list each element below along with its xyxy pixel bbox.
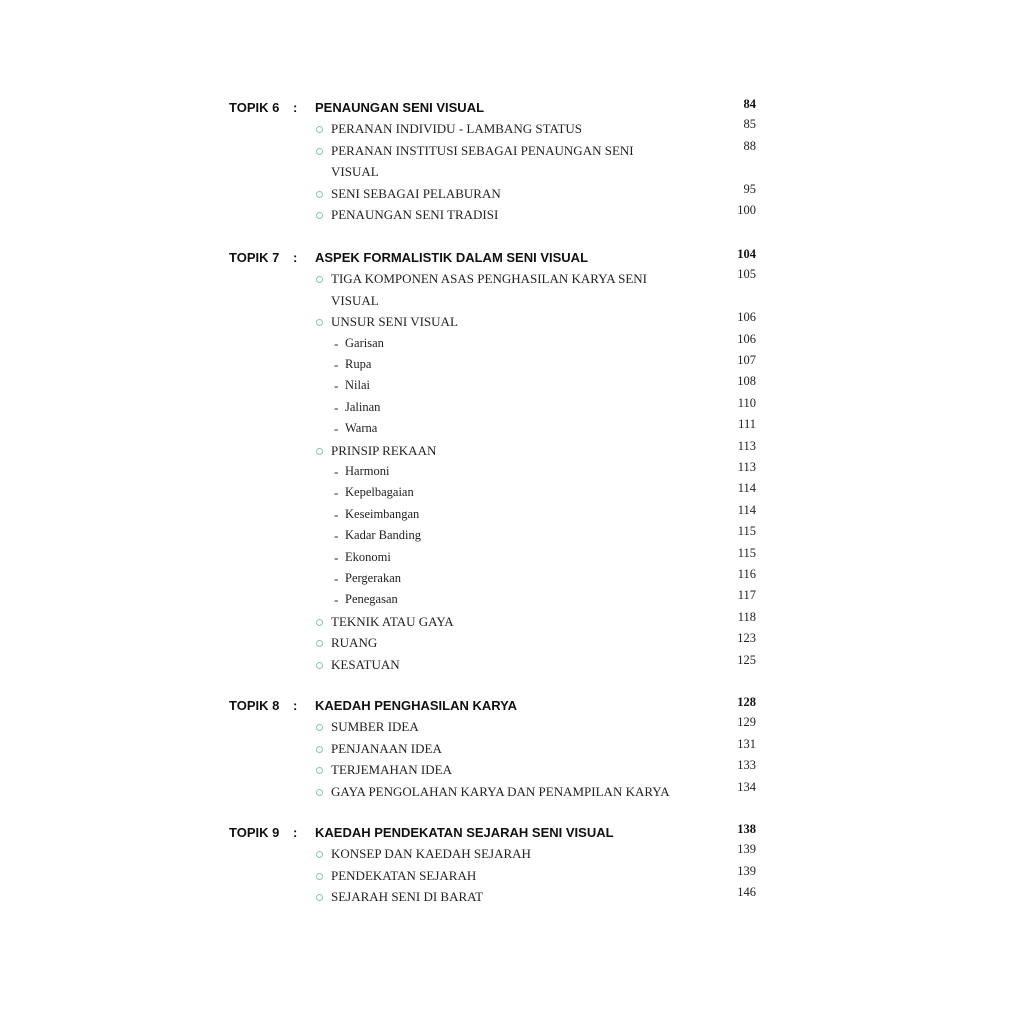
- hollow-circle-bullet-icon: [316, 148, 323, 155]
- topic-label: TOPIK 7: [229, 250, 280, 265]
- section-page-number: 133: [737, 758, 756, 773]
- subsection-dash: -: [334, 549, 339, 565]
- section-page-number: 123: [737, 631, 756, 646]
- section-title: TIGA KOMPONEN ASAS PENGHASILAN KARYA SENI: [331, 271, 648, 287]
- hollow-circle-bullet-icon: [316, 276, 323, 283]
- section-title: SENI SEBAGAI PELABURAN: [331, 185, 501, 201]
- section-title: UNSUR SENI VISUAL: [331, 314, 458, 330]
- hollow-circle-bullet-icon: [316, 767, 323, 774]
- section-title: KESATUAN: [331, 656, 400, 672]
- section-title: PENDEKATAN SEJARAH: [331, 867, 477, 883]
- section-title: PRINSIP REKAAN: [331, 442, 437, 458]
- section-title: PENJANAAN IDEA: [331, 740, 442, 756]
- subsection-page-number: 113: [737, 460, 756, 474]
- subsection-page-number: 116: [737, 567, 756, 581]
- subsection-title: Ekonomi: [345, 549, 391, 564]
- topic-title: KAEDAH PENDEKATAN SEJARAH SENI VISUAL: [315, 825, 614, 840]
- subsection-title: Pergerakan: [345, 571, 401, 585]
- subsection-page-number: 107: [737, 353, 756, 367]
- hollow-circle-bullet-icon: [316, 319, 323, 326]
- subsection-page-number: 115: [737, 524, 756, 539]
- topic-page-number: 104: [737, 247, 756, 261]
- hollow-circle-bullet-icon: [316, 746, 323, 753]
- subsection-page-number: 117: [737, 588, 756, 603]
- section-title: PERANAN INSTITUSI SEBAGAI PENAUNGAN SENI: [331, 142, 634, 158]
- hollow-circle-bullet-icon: [316, 640, 323, 647]
- section-page-number: 106: [737, 310, 756, 325]
- subsection-dash: -: [334, 464, 339, 479]
- topic-page-number: 138: [737, 822, 756, 836]
- topic-label: TOPIK 9: [229, 825, 280, 840]
- section-page-number: 139: [737, 842, 756, 857]
- section-page-number: 118: [737, 609, 756, 624]
- hollow-circle-bullet-icon: [316, 851, 323, 858]
- topic-page-number: 128: [737, 695, 756, 709]
- section-page-number: 95: [743, 181, 756, 196]
- section-page-number: 131: [737, 736, 756, 751]
- subsection-dash: -: [334, 528, 339, 544]
- section-page-number: 88: [743, 138, 756, 153]
- hollow-circle-bullet-icon: [316, 619, 323, 626]
- section-page-number: 105: [737, 267, 756, 282]
- section-title: KONSEP DAN KAEDAH SEJARAH: [331, 846, 531, 862]
- section-page-number: 134: [737, 779, 756, 794]
- topic-label: TOPIK 8: [229, 698, 280, 713]
- hollow-circle-bullet-icon: [316, 873, 323, 880]
- section-page-number: 85: [743, 117, 756, 132]
- subsection-title: Rupa: [345, 357, 372, 371]
- section-title: TEKNIK ATAU GAYA: [331, 613, 454, 629]
- hollow-circle-bullet-icon: [316, 724, 323, 731]
- topic-page-number: 84: [743, 97, 756, 111]
- section-page-number: 139: [737, 863, 756, 878]
- hollow-circle-bullet-icon: [316, 191, 323, 198]
- topic-colon: :: [293, 250, 298, 265]
- hollow-circle-bullet-icon: [316, 789, 323, 796]
- subsection-dash: -: [334, 592, 339, 608]
- subsection-dash: -: [334, 357, 339, 372]
- subsection-page-number: 108: [737, 374, 756, 389]
- subsection-page-number: 110: [737, 395, 756, 410]
- subsection-page-number: 114: [737, 502, 756, 517]
- subsection-dash: -: [334, 421, 339, 437]
- section-title: PERANAN INDIVIDU - LAMBANG STATUS: [331, 121, 583, 137]
- subsection-title: Kepelbagaian: [345, 485, 414, 500]
- topic-colon: :: [293, 825, 298, 840]
- section-title: SEJARAH SENI DI BARAT: [331, 889, 484, 905]
- hollow-circle-bullet-icon: [316, 894, 323, 901]
- section-title-continuation: VISUAL: [331, 292, 379, 308]
- topic-title: ASPEK FORMALISTIK DALAM SENI VISUAL: [315, 250, 589, 265]
- section-title: SUMBER IDEA: [331, 719, 419, 735]
- section-title: GAYA PENGOLAHAN KARYA DAN PENAMPILAN KARYA: [331, 783, 670, 799]
- topic-colon: :: [293, 100, 298, 115]
- subsection-title: Jalinan: [345, 399, 381, 414]
- section-page-number: 113: [737, 438, 756, 453]
- subsection-title: Penegasan: [345, 592, 398, 607]
- subsection-page-number: 115: [737, 545, 756, 560]
- section-title: PENAUNGAN SENI TRADISI: [331, 207, 499, 222]
- hollow-circle-bullet-icon: [316, 126, 323, 133]
- subsection-title: Kadar Banding: [345, 528, 422, 543]
- subsection-title: Warna: [345, 421, 378, 436]
- subsection-dash: -: [334, 335, 339, 351]
- topic-title: PENAUNGAN SENI VISUAL: [315, 100, 485, 115]
- subsection-page-number: 111: [738, 417, 756, 432]
- hollow-circle-bullet-icon: [316, 448, 323, 455]
- hollow-circle-bullet-icon: [316, 212, 323, 219]
- subsection-dash: -: [334, 485, 339, 501]
- section-page-number: 129: [737, 715, 756, 730]
- topic-label: TOPIK 6: [229, 100, 280, 115]
- section-page-number: 100: [737, 203, 756, 217]
- section-title-continuation: VISUAL: [331, 164, 379, 180]
- subsection-page-number: 106: [737, 331, 756, 346]
- topic-colon: :: [293, 698, 298, 713]
- subsection-title: Garisan: [345, 335, 384, 350]
- section-title: RUANG: [331, 635, 378, 651]
- subsection-title: Keseimbangan: [345, 506, 420, 521]
- hollow-circle-bullet-icon: [316, 662, 323, 669]
- subsection-title: Harmoni: [345, 464, 390, 478]
- subsection-page-number: 114: [737, 481, 756, 496]
- subsection-title: Nilai: [345, 378, 370, 393]
- section-page-number: 146: [737, 885, 756, 900]
- subsection-dash: -: [334, 571, 339, 586]
- section-page-number: 125: [737, 652, 756, 667]
- subsection-dash: -: [334, 506, 339, 522]
- topic-title: KAEDAH PENGHASILAN KARYA: [315, 698, 518, 713]
- subsection-dash: -: [334, 378, 339, 394]
- subsection-dash: -: [334, 399, 339, 415]
- section-title: TERJEMAHAN IDEA: [331, 762, 452, 778]
